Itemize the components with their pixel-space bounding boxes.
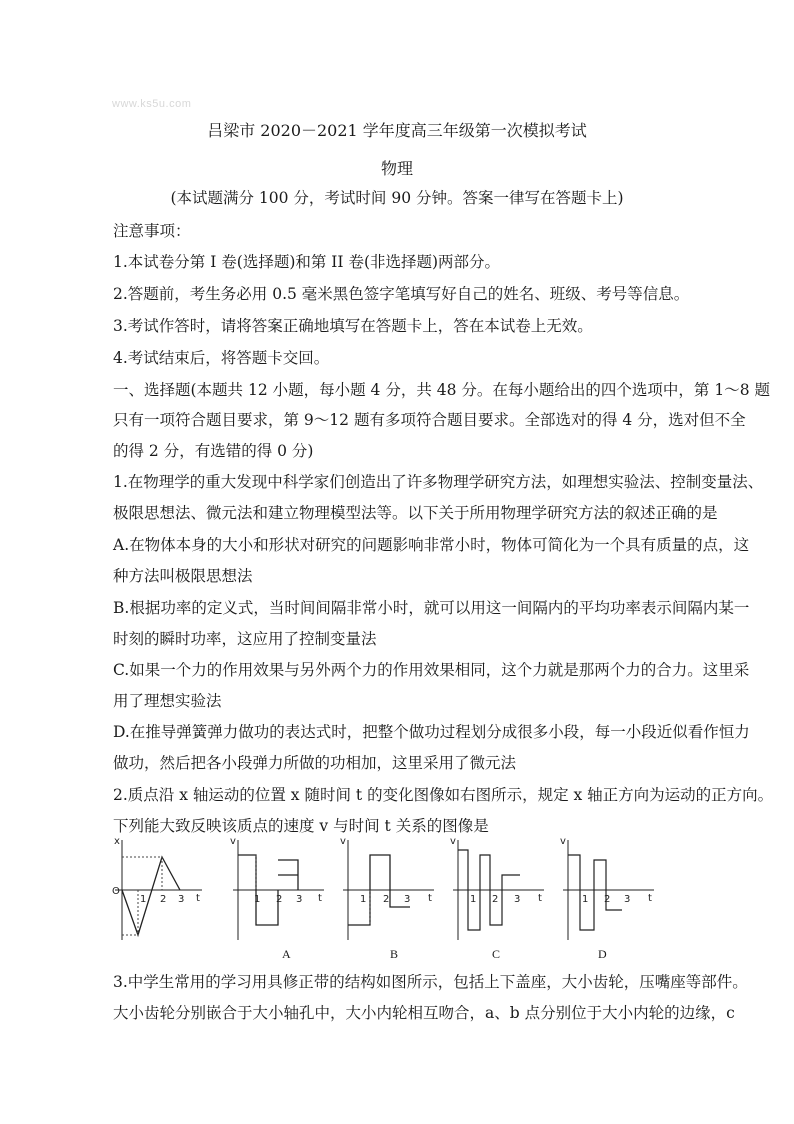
note-item: 1.本试卷分第 I 卷(选择题)和第 II 卷(非选择题)两部分。 [113, 253, 501, 271]
svg-text:v: v [560, 836, 566, 847]
exam-subject: 物理 [380, 159, 413, 178]
svg-text:3: 3 [178, 894, 185, 905]
svg-text:v: v [340, 836, 346, 847]
q2-line: 2.质点沿 x 轴运动的位置 x 随时间 t 的变化图像如右图所示，规定 x 轴正方向为运动的正方向。 [113, 786, 774, 804]
svg-text:2: 2 [276, 894, 283, 905]
svg-text:1: 1 [254, 894, 261, 905]
svg-text:3: 3 [624, 894, 631, 905]
note-item: 3.考试作答时，请将答案正确地填写在答题卡上，答在本试卷上无效。 [113, 317, 593, 335]
svg-text:t: t [428, 893, 432, 904]
v-t-graph-d [558, 835, 658, 945]
q1-option-a: A.在物体本身的大小和形状对研究的问题影响非常小时，物体可简化为一个具有质量的点，这 [113, 536, 750, 554]
svg-text:1: 1 [140, 894, 147, 905]
note-item: 4.考试结束后，将答题卡交回。 [113, 349, 330, 367]
svg-text:t: t [538, 893, 542, 904]
svg-text:1: 1 [360, 894, 367, 905]
figure-label-a: A [282, 947, 291, 961]
figure-label-b: B [390, 947, 399, 961]
svg-text:2: 2 [160, 894, 167, 905]
svg-text:O: O [112, 886, 120, 897]
v-t-graph-a [228, 835, 328, 945]
q1-option-b-cont: 时刻的瞬时功率，这应用了控制变量法 [113, 630, 377, 648]
q2-figures [110, 835, 690, 965]
watermark: www.ks5u.com [112, 98, 192, 110]
svg-text:x: x [114, 836, 120, 847]
q1-option-c: C.如果一个力的作用效果与另外两个力的作用效果相同，这个力就是那两个力的合力。这里采 [113, 661, 750, 679]
q1-option-c-cont: 用了理想实验法 [113, 692, 222, 710]
q1-option-a-cont: 种方法叫极限思想法 [113, 567, 253, 585]
note-item: 2.答题前，考生务必用 0.5 毫米黑色签字笔填写好自己的姓名、班级、考号等信息。 [113, 285, 690, 303]
svg-text:v: v [230, 836, 236, 847]
notes-heading: 注意事项： [113, 222, 191, 240]
figure-label-c: C [492, 947, 501, 961]
svg-text:t: t [318, 893, 322, 904]
section-line: 一、选择题(本题共 12 小题，每小题 4 分，共 48 分。在每小题给出的四个选项中，第 1～8 题 [113, 381, 770, 399]
q1-option-d-cont: 做功，然后把各小段弹力所做的功相加，这里采用了微元法 [113, 754, 517, 772]
svg-text:1: 1 [470, 894, 477, 905]
exam-title: 吕梁市 2020－2021 学年度高三年级第一次模拟考试 [207, 121, 587, 140]
v-t-graph-b [338, 835, 438, 945]
svg-text:t: t [648, 893, 652, 904]
q3-line: 大小齿轮分别嵌合于大小轴孔中，大小内轮相互吻合，a、b 点分别位于大小内轮的边缘，c [113, 1004, 735, 1022]
exam-subtitle: (本试题满分 100 分，考试时间 90 分钟。答案一律写在答题卡上) [170, 189, 624, 207]
figure-label-d: D [598, 947, 607, 961]
section-line: 只有一项符合题目要求，第 9～12 题有多项符合题目要求。全部选对的得 4 分，选对但不全 [113, 411, 746, 429]
svg-text:2: 2 [383, 894, 390, 905]
q1-line: 1.在物理学的重大发现中科学家们创造出了许多物理学研究方法，如理想实验法、控制变量法、 [113, 473, 764, 491]
svg-text:3: 3 [514, 894, 521, 905]
svg-text:3: 3 [296, 894, 303, 905]
q1-line: 极限思想法、微元法和建立物理模型法等。以下关于所用物理学研究方法的叙述正确的是 [113, 504, 718, 522]
svg-text:t: t [196, 893, 200, 904]
svg-text:2: 2 [492, 894, 499, 905]
q3-line: 3.中学生常用的学习用具修正带的结构如图所示，包括上下盖座，大小齿轮，压嘴座等部件。 [113, 973, 748, 991]
q1-option-d: D.在推导弹簧弹力做功的表达式时，把整个做功过程划分成很多小段，每一小段近似看作恒力 [113, 723, 750, 741]
q1-option-b: B.根据功率的定义式，当时间间隔非常小时，就可以用这一间隔内的平均功率表示间隔内某一 [113, 599, 750, 617]
svg-text:v: v [450, 836, 456, 847]
v-t-graph-c [448, 835, 548, 945]
x-t-graph [110, 835, 205, 945]
svg-text:1: 1 [582, 894, 589, 905]
q2-line: 下列能大致反映该质点的速度 v 与时间 t 关系的图像是 [113, 817, 489, 835]
svg-text:3: 3 [404, 894, 411, 905]
svg-text:2: 2 [604, 894, 611, 905]
section-line: 的得 2 分，有选错的得 0 分) [113, 442, 314, 460]
